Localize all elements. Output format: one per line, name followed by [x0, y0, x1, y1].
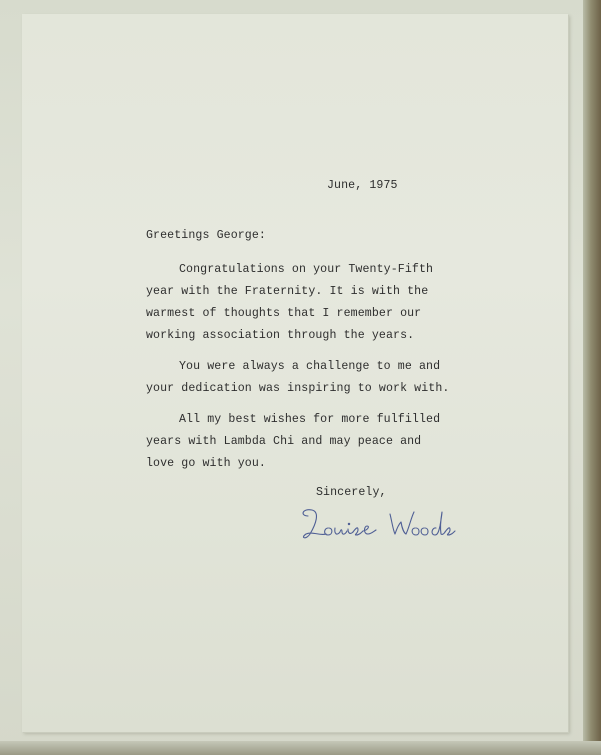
letter-date: June, 1975 [327, 179, 398, 192]
binder-edge-right [583, 0, 601, 755]
letter-line: You were always a challenge to me and [179, 360, 441, 373]
letter-line: working association through the years. [146, 329, 415, 342]
letter-line: year with the Fraternity. It is with the [146, 285, 429, 298]
letter-paper [22, 14, 568, 732]
letter-line: All my best wishes for more fulfilled [179, 413, 441, 426]
binder-edge-bottom [0, 741, 601, 755]
letter-line: warmest of thoughts that I remember our [146, 307, 422, 320]
letter-line: love go with you. [146, 457, 266, 470]
handwritten-signature [298, 504, 458, 554]
letter-salutation: Greetings George: [146, 229, 266, 242]
letter-line: years with Lambda Chi and may peace and [146, 435, 422, 448]
letter-line: your dedication was inspiring to work with. [146, 382, 450, 395]
letter-closing: Sincerely, [316, 486, 387, 499]
letter-line: Congratulations on your Twenty-Fifth [179, 263, 434, 276]
